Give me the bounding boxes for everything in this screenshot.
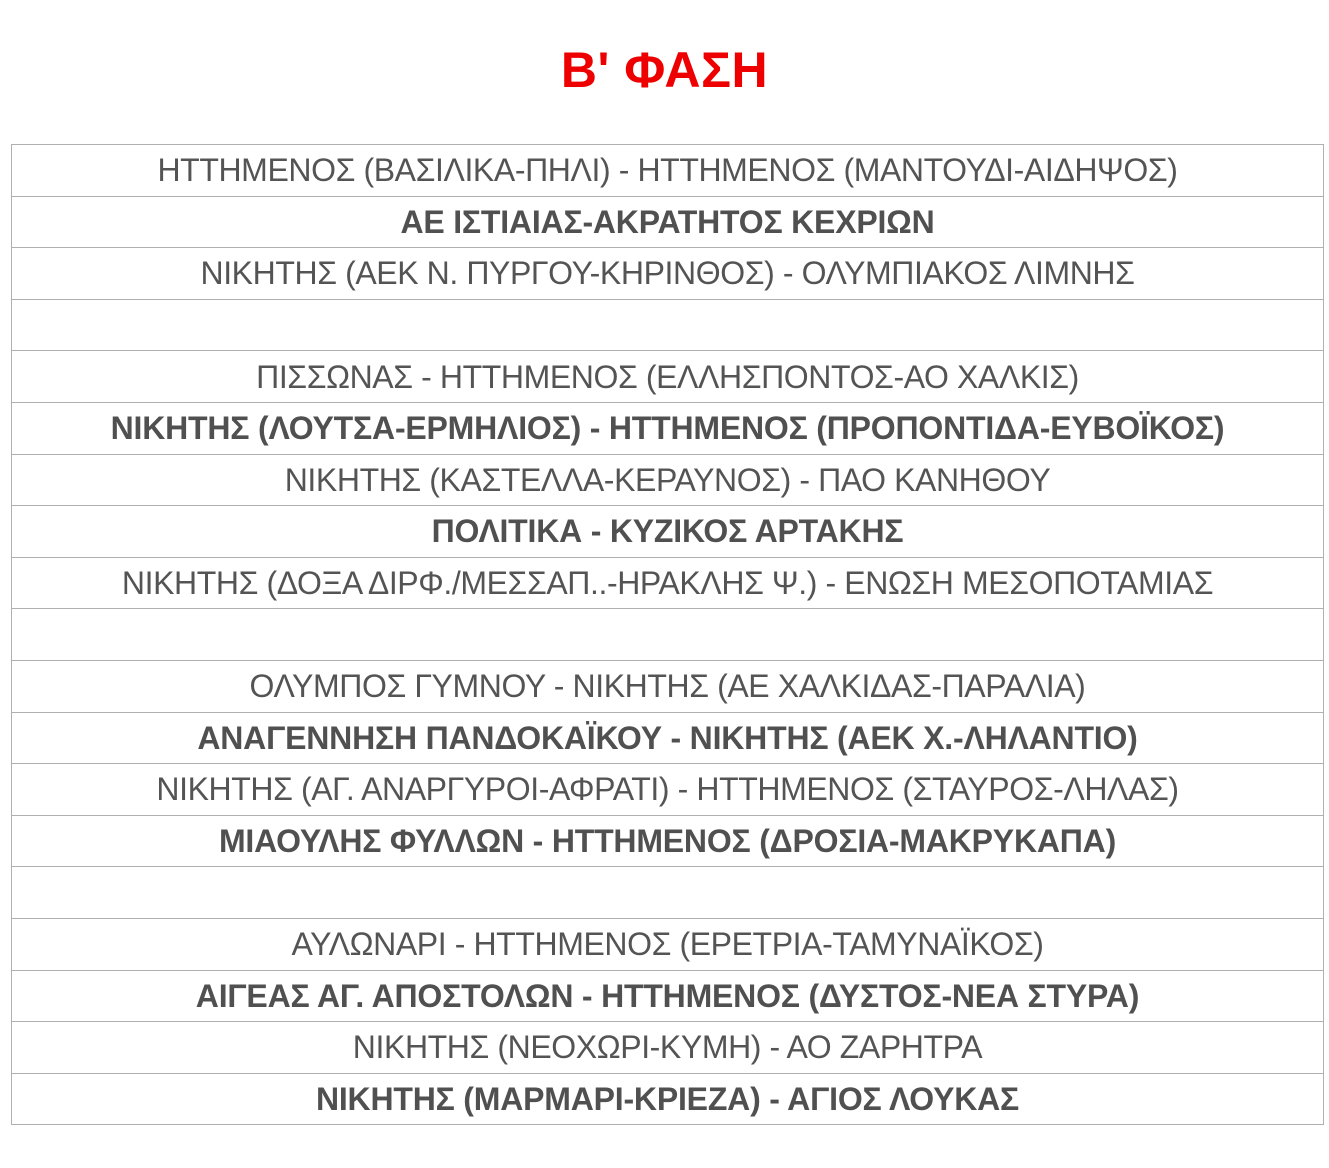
table-row xyxy=(12,454,1324,506)
fixture-cell: ΝΙΚΗΤΗΣ (ΜΑΡΜΑΡΙ-ΚΡΙΕΖΑ) - ΑΓΙΟΣ ΛΟΥΚΑΣ xyxy=(12,1073,1324,1125)
table-row-spacer xyxy=(12,299,1324,351)
table-row xyxy=(12,815,1324,867)
fixture-cell: ΟΛΥΜΠΟΣ ΓΥΜΝΟΥ - ΝΙΚΗΤΗΣ (ΑΕ ΧΑΛΚΙΔΑΣ-ΠΑΡΑΛΙΑ) xyxy=(12,660,1324,712)
fixtures-table xyxy=(11,144,1324,1125)
table-row xyxy=(12,764,1324,816)
fixture-cell: ΝΙΚΗΤΗΣ (ΑΓ. ΑΝΑΡΓΥΡΟΙ-ΑΦΡΑΤΙ) - ΗΤΤΗΜΕΝΟΣ (ΣΤΑΥΡΟΣ-ΛΗΛΑΣ) xyxy=(12,764,1324,816)
fixture-cell: ΑΝΑΓΕΝΝΗΣΗ ΠΑΝΔΟΚΑΪΚΟΥ - ΝΙΚΗΤΗΣ (ΑΕΚ Χ.-ΛΗΛΑΝΤΙΟ) xyxy=(12,712,1324,764)
table-row xyxy=(12,1073,1324,1125)
empty-cell xyxy=(12,299,1324,351)
table-row xyxy=(12,918,1324,970)
page-title: Β' ΦΑΣΗ xyxy=(560,42,769,98)
fixture-cell: ΝΙΚΗΤΗΣ (ΝΕΟΧΩΡΙ-ΚΥΜΗ) - ΑΟ ΖΑΡΗΤΡΑ xyxy=(12,1022,1324,1074)
table-row xyxy=(12,402,1324,454)
fixture-cell: ΗΤΤΗΜΕΝΟΣ (ΒΑΣΙΛΙΚΑ-ΠΗΛΙ) - ΗΤΤΗΜΕΝΟΣ (ΜΑΝΤΟΥΔΙ-ΑΙΔΗΨΟΣ) xyxy=(12,145,1324,197)
table-row xyxy=(12,660,1324,712)
table-row xyxy=(12,248,1324,300)
fixtures-table-body xyxy=(12,145,1324,1125)
table-row xyxy=(12,196,1324,248)
fixture-cell: ΑΙΓΕΑΣ ΑΓ. ΑΠΟΣΤΟΛΩΝ - ΗΤΤΗΜΕΝΟΣ (ΔΥΣΤΟΣ-ΝΕΑ ΣΤΥΡΑ) xyxy=(12,970,1324,1022)
empty-cell xyxy=(12,867,1324,919)
fixture-cell: ΑΥΛΩΝΑΡΙ - ΗΤΤΗΜΕΝΟΣ (ΕΡΕΤΡΙΑ-ΤΑΜΥΝΑΪΚΟΣ) xyxy=(12,918,1324,970)
fixture-cell: ΝΙΚΗΤΗΣ (ΔΟΞΑ ΔΙΡΦ./ΜΕΣΣΑΠ..-ΗΡΑΚΛΗΣ Ψ.) - ΕΝΩΣΗ ΜΕΣΟΠΟΤΑΜΙΑΣ xyxy=(12,557,1324,609)
table-row-spacer xyxy=(12,609,1324,661)
fixture-cell: ΠΟΛΙΤΙΚΑ - ΚΥΖΙΚΟΣ ΑΡΤΑΚΗΣ xyxy=(12,506,1324,558)
empty-cell xyxy=(12,609,1324,661)
table-row xyxy=(12,712,1324,764)
table-row xyxy=(12,145,1324,197)
table-row xyxy=(12,1022,1324,1074)
fixture-cell: ΑΕ ΙΣΤΙΑΙΑΣ-ΑΚΡΑΤΗΤΟΣ ΚΕΧΡΙΩΝ xyxy=(12,196,1324,248)
fixture-cell: ΝΙΚΗΤΗΣ (ΚΑΣΤΕΛΛΑ-ΚΕΡΑΥΝΟΣ) - ΠΑΟ ΚΑΝΗΘΟΥ xyxy=(12,454,1324,506)
fixture-cell: ΜΙΑΟΥΛΗΣ ΦΥΛΛΩΝ - ΗΤΤΗΜΕΝΟΣ (ΔΡΟΣΙΑ-ΜΑΚΡΥΚΑΠΑ) xyxy=(12,815,1324,867)
table-row xyxy=(12,970,1324,1022)
table-row xyxy=(12,557,1324,609)
table-row xyxy=(12,506,1324,558)
fixture-cell: ΝΙΚΗΤΗΣ (ΛΟΥΤΣΑ-ΕΡΜΗΛΙΟΣ) - ΗΤΤΗΜΕΝΟΣ (ΠΡΟΠΟΝΤΙΔΑ-ΕΥΒΟΪΚΟΣ) xyxy=(12,402,1324,454)
table-row xyxy=(12,351,1324,403)
table-row-spacer xyxy=(12,867,1324,919)
fixture-cell: ΠΙΣΣΩΝΑΣ - ΗΤΤΗΜΕΝΟΣ (ΕΛΛΗΣΠΟΝΤΟΣ-ΑΟ ΧΑΛΚΙΣ) xyxy=(12,351,1324,403)
fixture-cell: ΝΙΚΗΤΗΣ (ΑΕΚ Ν. ΠΥΡΓΟΥ-ΚΗΡΙΝΘΟΣ) - ΟΛΥΜΠΙΑΚΟΣ ΛΙΜΝΗΣ xyxy=(12,248,1324,300)
